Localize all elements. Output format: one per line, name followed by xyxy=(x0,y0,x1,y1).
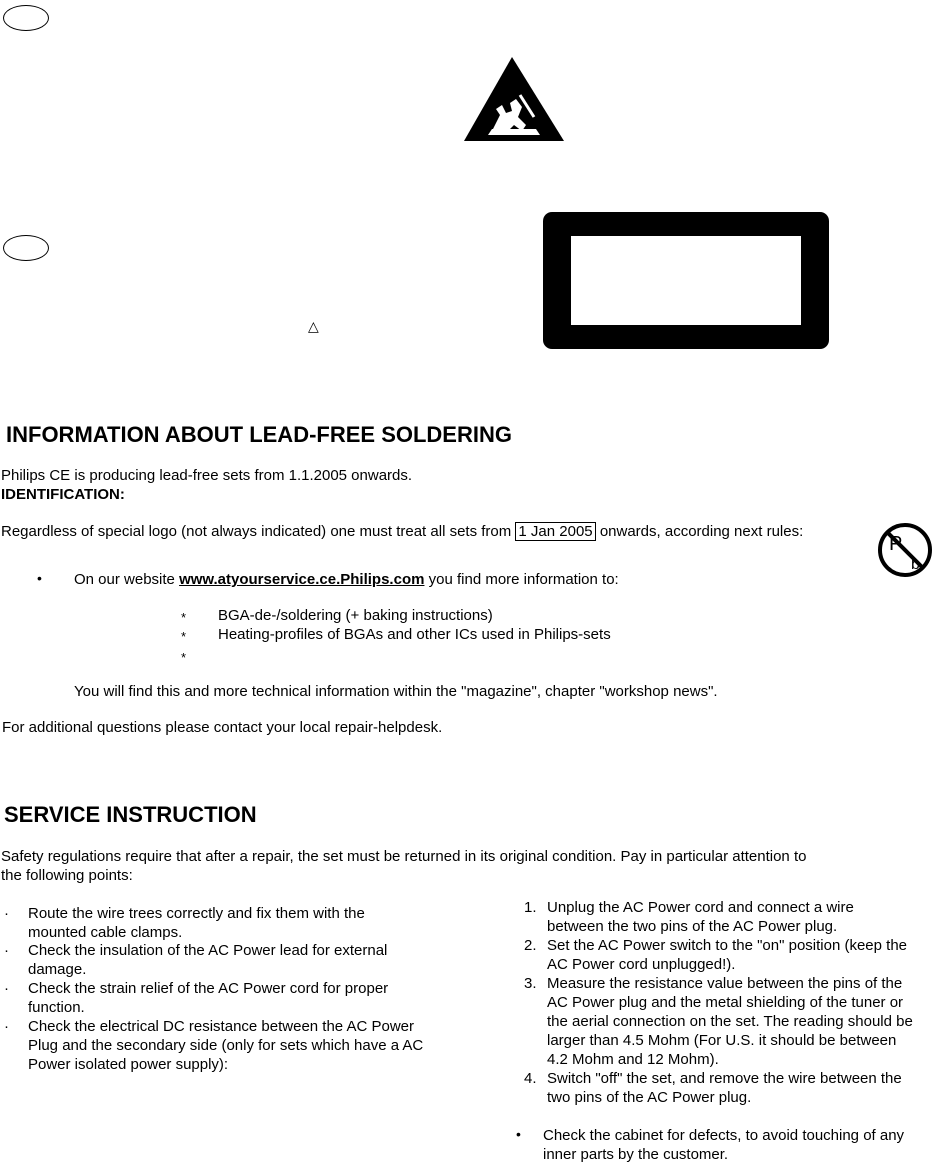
step-line: between the two pins of the AC Power plug. xyxy=(547,918,838,935)
check-item-line: Check the insulation of the AC Power lead for external xyxy=(28,942,388,959)
section-label-oval-middle xyxy=(3,235,49,261)
check-item-line: Power isolated power supply): xyxy=(28,1056,229,1073)
step-line: larger than 4.5 Mohm (For U.S. it should be between xyxy=(547,1032,897,1049)
sub-item-star: * xyxy=(181,650,187,665)
website-link[interactable]: www.atyourservice.ce.Philips.com xyxy=(179,571,425,588)
leadfree-intro: Philips CE is producing lead-free sets from 1.1.2005 onwards. xyxy=(1,467,413,484)
service-intro-line-2: the following points: xyxy=(1,867,133,884)
step-line: Unplug the AC Power cord and connect a wire xyxy=(547,899,854,916)
cabinet-bullet: • xyxy=(516,1126,521,1142)
date-box: 1 Jan 2005 xyxy=(515,522,595,541)
rule-text-after: onwards, according next rules: xyxy=(595,523,804,540)
magazine-note: You will find this and more technical information within the "magazine", chapter "workshop news". xyxy=(74,683,718,700)
service-heading: SERVICE INSTRUCTION xyxy=(4,802,257,827)
check-bullet: · xyxy=(4,942,9,959)
double-insulation-icon xyxy=(543,212,829,349)
check-item-line: Route the wire trees correctly and fix them with the xyxy=(28,905,365,922)
check-bullet: · xyxy=(4,905,9,922)
website-line xyxy=(74,570,619,589)
cabinet-line: inner parts by the customer. xyxy=(543,1146,729,1163)
step-number: 2. xyxy=(524,937,537,954)
step-line: Measure the resistance value between the pins of the xyxy=(547,975,903,992)
esd-warning-icon xyxy=(462,55,566,143)
step-number: 3. xyxy=(524,975,537,992)
step-line: AC Power cord unplugged!). xyxy=(547,956,736,973)
service-intro-line-1: Safety regulations require that after a repair, the set must be returned in its original condition. Pay in particular attention to xyxy=(1,848,807,865)
check-item-line: Plug and the secondary side (only for sets which have a AC xyxy=(28,1037,424,1054)
step-line: two pins of the AC Power plug. xyxy=(547,1089,752,1106)
step-line: Switch "off" the set, and remove the wire between the xyxy=(547,1070,902,1087)
website-bullet: • xyxy=(37,570,42,586)
sub-item-star: * xyxy=(181,610,187,625)
lead-free-pb-icon xyxy=(877,522,933,578)
sub-item-star: * xyxy=(181,629,187,644)
step-line: 4.2 Mohm and 12 Mohm). xyxy=(547,1051,719,1068)
cabinet-line: Check the cabinet for defects, to avoid touching of any xyxy=(543,1127,905,1144)
check-item-line: Check the strain relief of the AC Power cord for proper xyxy=(28,980,389,997)
rule-text-before: Regardless of special logo (not always indicated) one must treat all sets from xyxy=(1,523,516,540)
pb-letter-p: P xyxy=(889,533,903,555)
check-item-line: function. xyxy=(28,999,85,1016)
website-text-after: you find more information to: xyxy=(424,571,619,588)
section-label-oval-top xyxy=(3,5,49,31)
check-item-line: mounted cable clamps. xyxy=(28,924,183,941)
check-bullet: · xyxy=(4,980,9,997)
step-line: AC Power plug and the metal shielding of the tuner or xyxy=(547,994,904,1011)
warning-triangle-icon: △ xyxy=(308,318,319,334)
step-number: 1. xyxy=(524,899,537,916)
contact-note: For additional questions please contact your local repair-helpdesk. xyxy=(2,719,443,736)
check-item-line: damage. xyxy=(28,961,87,978)
sub-item: BGA-de-/soldering (+ baking instructions) xyxy=(218,607,493,624)
step-line: Set the AC Power switch to the "on" position (keep the xyxy=(547,937,908,954)
step-line: the aerial connection on the set. The reading should be xyxy=(547,1013,913,1030)
step-number: 4. xyxy=(524,1070,537,1087)
website-text-before: On our website xyxy=(74,571,180,588)
check-bullet: · xyxy=(4,1018,9,1035)
leadfree-rule xyxy=(1,522,803,541)
pb-letter-b: b xyxy=(911,556,920,573)
sub-item: Heating-profiles of BGAs and other ICs used in Philips-sets xyxy=(218,626,611,643)
identification-label: IDENTIFICATION: xyxy=(1,486,125,503)
check-item-line: Check the electrical DC resistance between the AC Power xyxy=(28,1018,415,1035)
leadfree-heading: INFORMATION ABOUT LEAD-FREE SOLDERING xyxy=(6,422,512,447)
